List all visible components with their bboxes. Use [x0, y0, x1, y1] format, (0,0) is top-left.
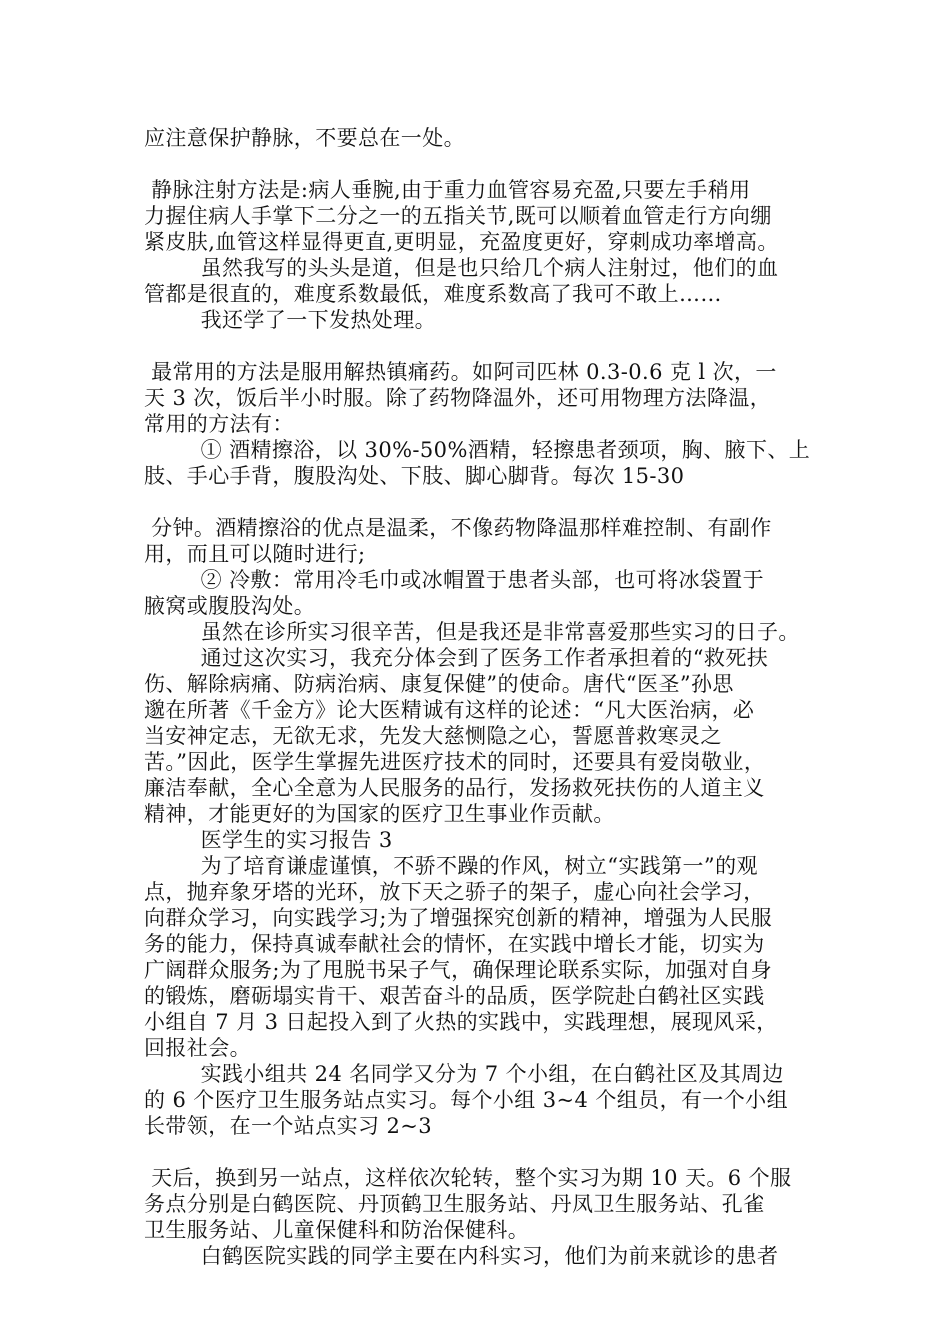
text-line: 分钟。酒精擦浴的优点是温柔，不像药物降温那样难控制、有副作 — [144, 516, 772, 540]
text-line: 实践小组共 24 名同学又分为 7 个小组，在白鹤社区及其周边 — [144, 1062, 784, 1086]
text-line: 点，抛弃象牙塔的光环，放下天之骄子的架子，虚心向社会学习， — [144, 880, 765, 904]
text-line: 为了培育谦虚谨慎，不骄不躁的作风，树立“实践第一”的观 — [144, 854, 758, 878]
text-line: 天 3 次，饭后半小时服。除了药物降温外，还可用物理方法降温， — [144, 386, 772, 410]
text-line: ② 冷敷：常用冷毛巾或冰帽置于患者头部，也可将冰袋置于 — [144, 568, 765, 592]
text-line: 用，而且可以随时进行; — [144, 542, 366, 566]
text-line: 苦。”因此，医学生掌握先进医疗技术的同时，还要具有爱岗敬业， — [144, 750, 766, 774]
text-line: 最常用的方法是服用解热镇痛药。如阿司匹林 0.3-0.6 克 l 次，一 — [144, 360, 777, 384]
text-line: 务的能力，保持真诚奉献社会的情怀，在实践中增长才能，切实为 — [144, 932, 765, 956]
text-line: 虽然在诊所实习很辛苦，但是我还是非常喜爱那些实习的日子。 — [144, 620, 800, 644]
text-line: 力握住病人手掌下二分之一的五指关节,既可以顺着血管走行方向绷 — [144, 204, 772, 228]
text-line: 向群众学习，向实践学习;为了增强探究创新的精神，增强为人民服 — [144, 906, 773, 930]
text-line: 天后，换到另一站点，这样依次轮转，整个实习为期 10 天。6 个服 — [144, 1166, 792, 1190]
text-line: 长带领，在一个站点实习 2~3 — [144, 1114, 432, 1138]
text-line: 精神，才能更好的为国家的医疗卫生事业作贡献。 — [144, 802, 615, 826]
text-line: 回报社会。 — [144, 1036, 251, 1060]
text-line: 常用的方法有： — [144, 412, 294, 436]
text-line: 小组自 7 月 3 日起投入到了火热的实践中，实践理想，展现风采， — [144, 1010, 778, 1034]
text-line: 管都是很直的，难度系数最低，难度系数高了我可不敢上…… — [144, 282, 722, 306]
text-line: 伤、解除病痛、防病治病、康复保健”的使命。唐代“医圣”孙思 — [144, 672, 734, 696]
text-line: 应注意保护静脉，不要总在一处。 — [144, 126, 465, 150]
text-line: 腋窝或腹股沟处。 — [144, 594, 316, 618]
text-line: 务点分别是白鹤医院、丹顶鹤卫生服务站、丹凤卫生服务站、孔雀 — [144, 1192, 765, 1216]
text-line: ① 酒精擦浴，以 30%-50%酒精，轻擦患者颈项，胸、腋下、上 — [144, 438, 811, 462]
text-line: 邈在所著《千金方》论大医精诚有这样的论述：“凡大医治病，必 — [144, 698, 755, 722]
text-line: 静脉注射方法是:病人垂腕,由于重力血管容易充盈,只要左手稍用 — [144, 178, 751, 202]
text-line: 通过这次实习，我充分体会到了医务工作者承担着的“救死扶 — [144, 646, 769, 670]
text-line: 我还学了一下发热处理。 — [144, 308, 437, 332]
text-line: 白鹤医院实践的同学主要在内科实习，他们为前来就诊的患者 — [144, 1244, 779, 1268]
text-line: 广阔群众服务;为了甩脱书呆子气，确保理论联系实际，加强对自身 — [144, 958, 773, 982]
text-line: 肢、手心手背，腹股沟处、下肢、脚心脚背。每次 15-30 — [144, 464, 685, 488]
section-heading: 医学生的实习报告 3 — [144, 828, 393, 852]
text-line: 紧皮肤,血管这样显得更直,更明显，充盈度更好，穿刺成功率增高。 — [144, 230, 779, 254]
text-line: 的锻炼，磨砺塌实肯干、艰苦奋斗的品质，医学院赴白鹤社区实践 — [144, 984, 765, 1008]
text-line: 当安神定志，无欲无求，先发大慈恻隐之心，誓愿普救寒灵之 — [144, 724, 722, 748]
text-line: 廉洁奉献，全心全意为人民服务的品行，发扬救死扶伤的人道主义 — [144, 776, 765, 800]
text-line: 虽然我写的头头是道，但是也只给几个病人注射过，他们的血 — [144, 256, 779, 280]
text-line: 的 6 个医疗卫生服务站点实习。每个小组 3~4 个组员，有一个小组 — [144, 1088, 788, 1112]
text-line: 卫生服务站、儿童保健科和防治保健科。 — [144, 1218, 530, 1242]
